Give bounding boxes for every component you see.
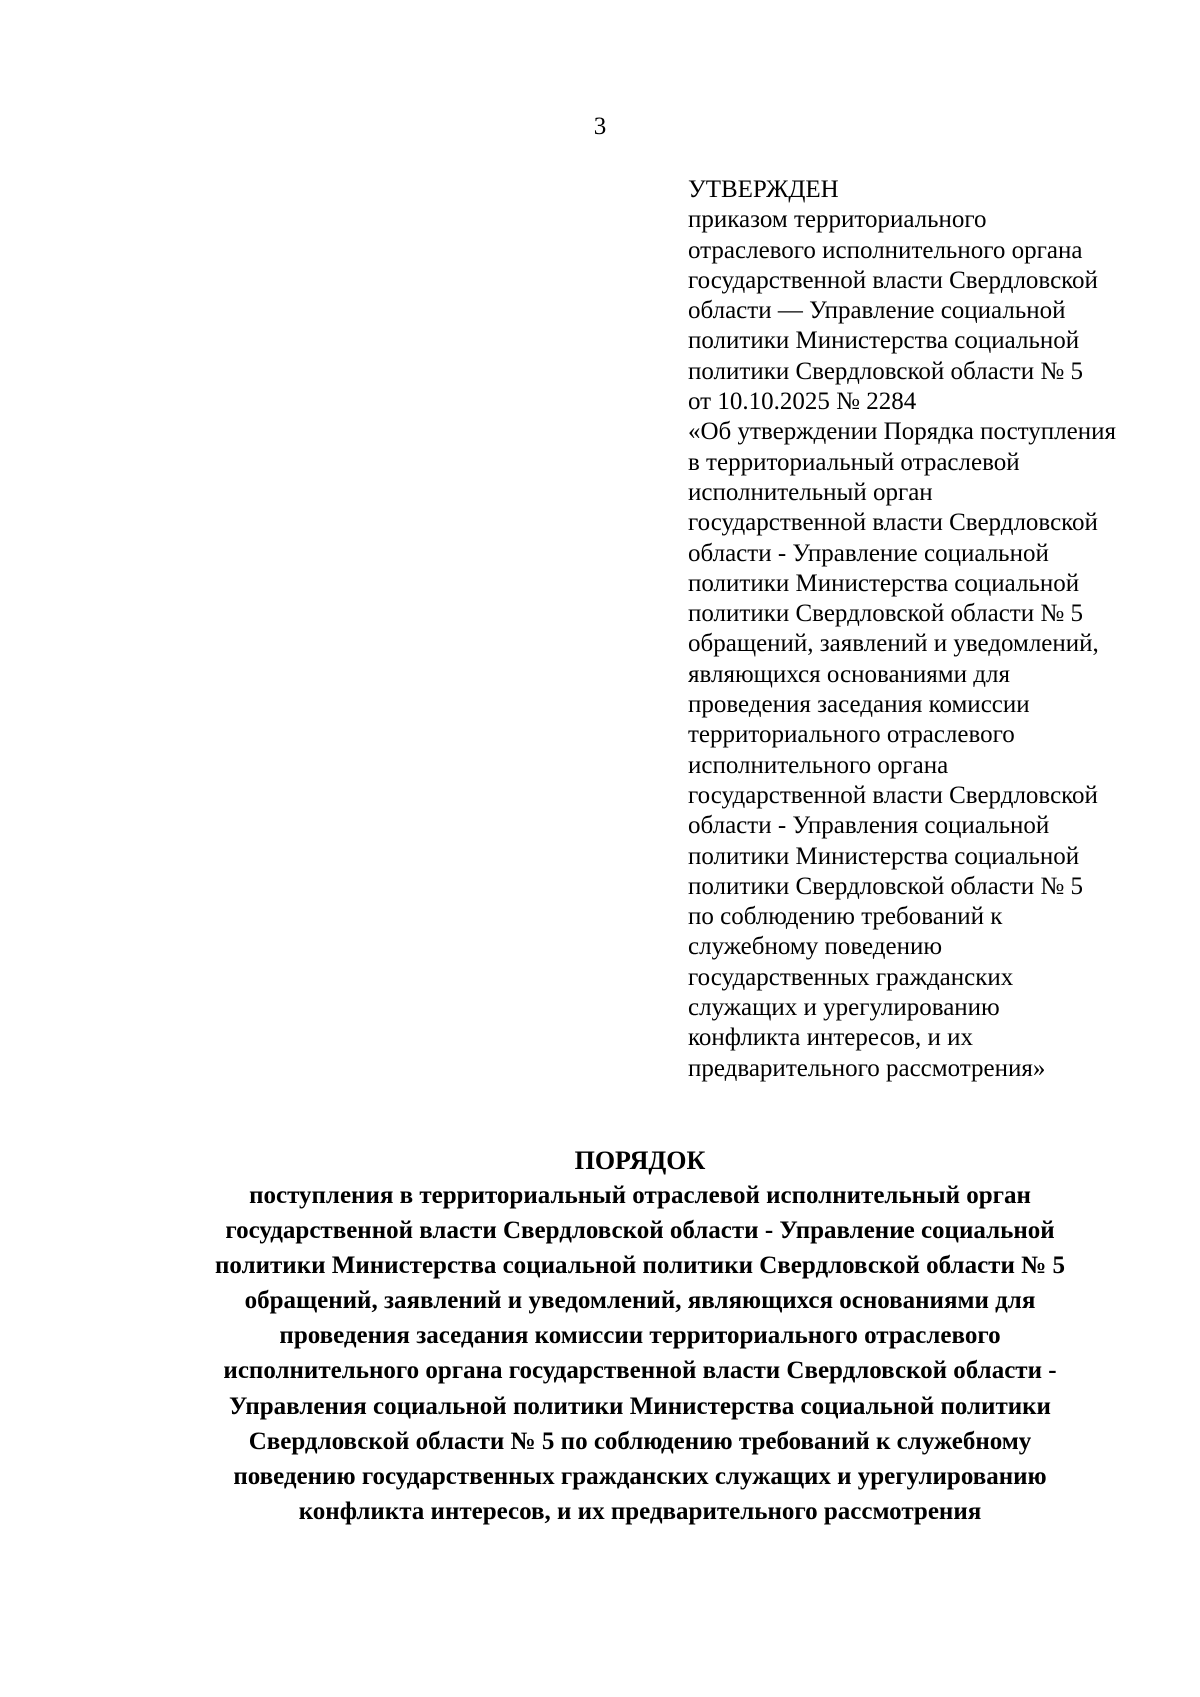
approval-line: политики Свердловской области № 5	[688, 872, 1083, 900]
document-subtitle-line: поведению государственных гражданских служащих и урегулированию	[233, 1462, 1047, 1490]
approval-line: обращений, заявлений и уведомлений,	[688, 630, 1099, 658]
approval-stamp-block	[688, 175, 1168, 1084]
page-number: 3	[593, 113, 607, 140]
approval-line: исполнительный орган	[688, 478, 933, 506]
approval-line: служебному поведению	[688, 933, 943, 961]
approval-line: государственной власти Свердловской	[688, 266, 1098, 294]
approval-line: в территориальный отраслевой	[688, 448, 1020, 476]
approval-line: «Об утверждении Порядка поступления	[688, 418, 1116, 446]
approval-line: приказом территориального	[688, 206, 987, 234]
approval-line: территориального отраслевого	[688, 721, 1015, 749]
approval-line: государственной власти Свердловской	[688, 781, 1098, 809]
approval-line: области - Управления социальной	[688, 812, 1050, 840]
approval-line: политики Министерства социальной	[688, 569, 1080, 597]
approval-line: по соблюдению требований к	[688, 903, 1003, 931]
approval-line: отраслевого исполнительного органа	[688, 236, 1083, 264]
approval-heading: УТВЕРЖДЕН	[688, 176, 839, 203]
approval-line: конфликта интересов, и их	[688, 1024, 973, 1052]
document-subtitle-line: проведения заседания комиссии территориального отраслевого	[279, 1322, 1001, 1350]
approval-line: политики Свердловской области № 5	[688, 600, 1083, 628]
document-title-block	[130, 1144, 1150, 1529]
document-title: ПОРЯДОК	[574, 1146, 706, 1175]
approval-line: являющихся основаниями для	[688, 660, 1010, 688]
document-subtitle-line: государственной власти Свердловской области - Управление социальной	[225, 1217, 1055, 1245]
document-subtitle-line: Свердловской области № 5 по соблюдению требований к служебному	[248, 1427, 1032, 1455]
approval-line: исполнительного органа	[688, 751, 949, 779]
approval-line: государственных гражданских	[688, 963, 1014, 991]
approval-line: политики Министерства социальной	[688, 327, 1080, 355]
approval-line: служащих и урегулированию	[688, 994, 1000, 1022]
document-subtitle-line: Управления социальной политики Министерства социальной политики	[229, 1392, 1051, 1420]
document-subtitle-line: исполнительного органа государственной власти Свердловской области -	[223, 1357, 1057, 1385]
document-subtitle-line: поступления в территориальный отраслевой исполнительный орган	[249, 1182, 1031, 1209]
document-subtitle-line: конфликта интересов, и их предварительного рассмотрения	[298, 1497, 982, 1525]
approval-line: политики Свердловской области № 5	[688, 357, 1083, 385]
approval-line: государственной власти Свердловской	[688, 509, 1098, 537]
document-subtitle-line: обращений, заявлений и уведомлений, являющихся основаниями для	[244, 1287, 1036, 1315]
approval-line: области — Управление социальной	[688, 297, 1066, 325]
approval-line: области - Управление социальной	[688, 539, 1049, 567]
approval-order-date: от 10.10.2025 № 2284	[688, 388, 917, 416]
approval-line: проведения заседания комиссии	[688, 691, 1030, 719]
document-subtitle-line: политики Министерства социальной политики Свердловской области № 5	[215, 1252, 1065, 1280]
approval-line: политики Министерства социальной	[688, 842, 1080, 870]
approval-line: предварительного рассмотрения»	[688, 1054, 1046, 1082]
